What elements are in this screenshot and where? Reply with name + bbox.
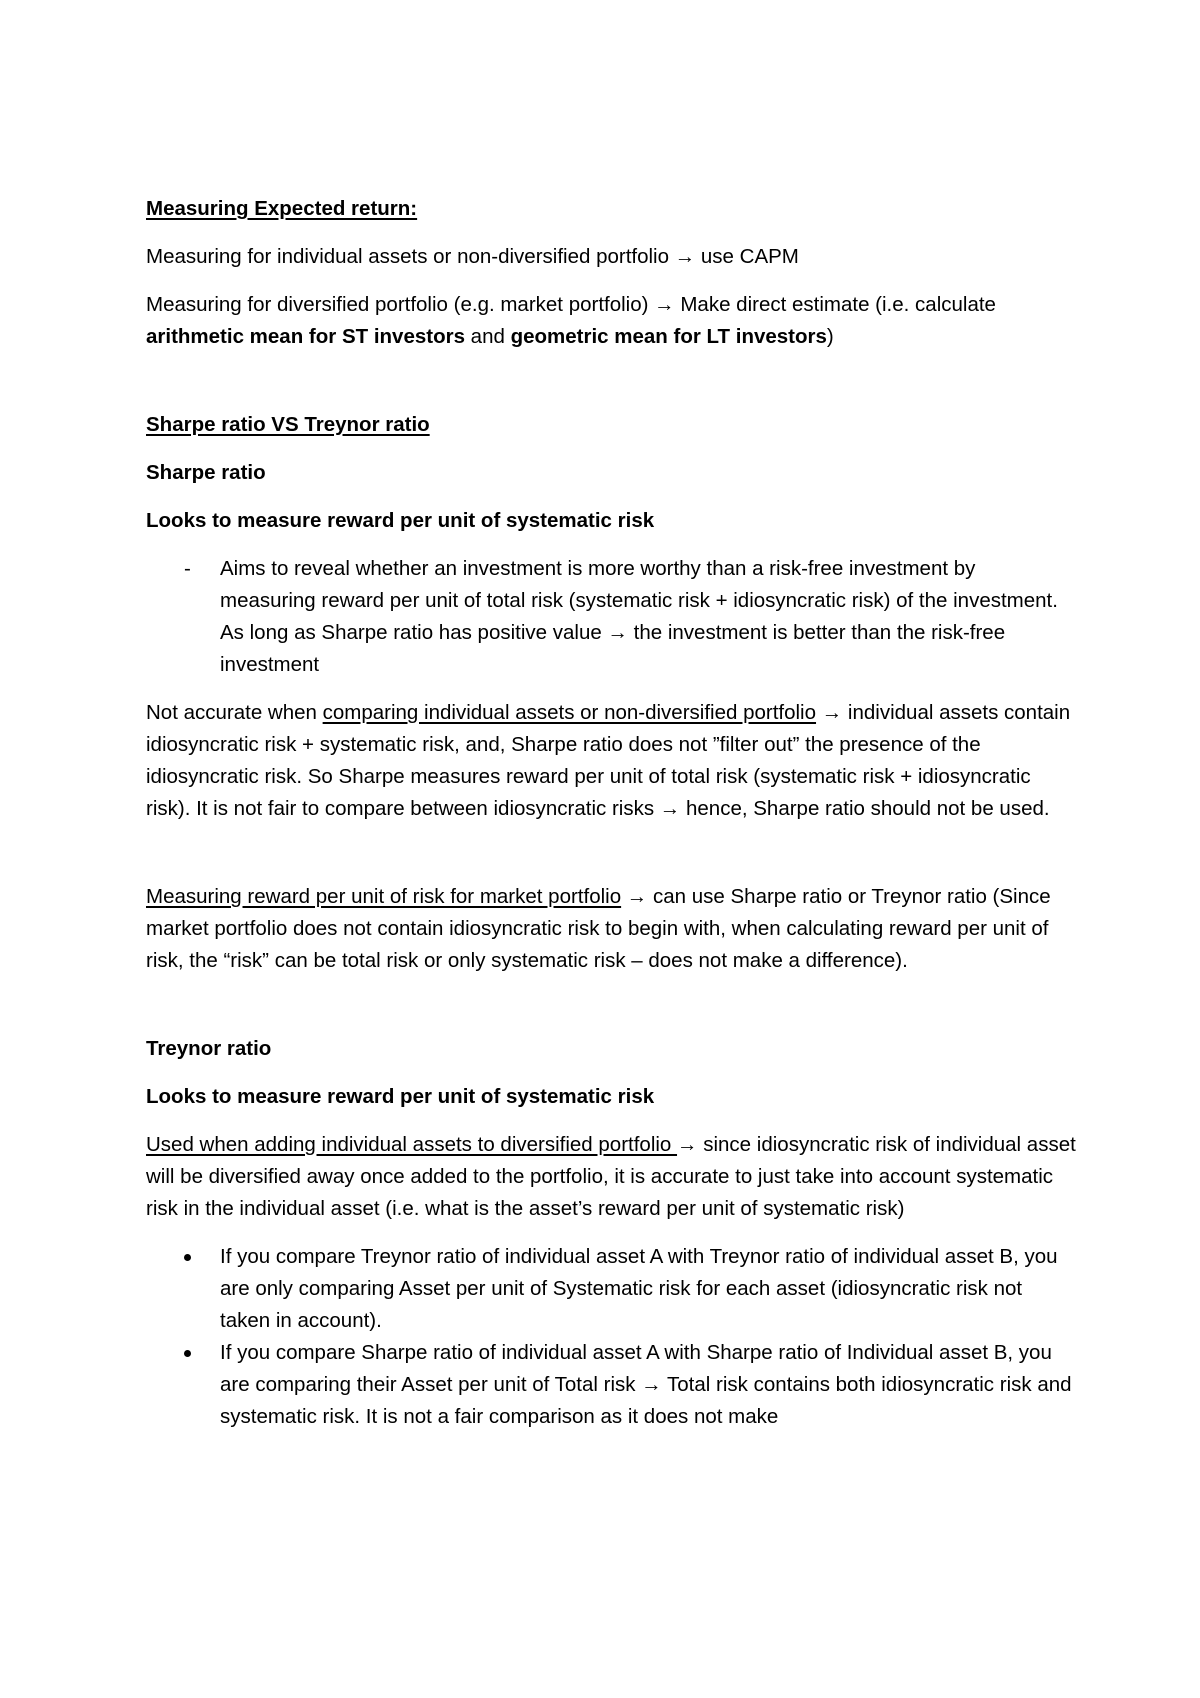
treynor-lead: Looks to measure reward per unit of systematic risk bbox=[146, 1085, 655, 1108]
subheading-sharpe-ratio: Sharpe ratio bbox=[146, 461, 266, 484]
paragraph-capm: Measuring for individual assets or non-diversified portfolio → use CAPM bbox=[146, 245, 799, 268]
section-heading-expected-return: Measuring Expected return: bbox=[146, 197, 418, 220]
bullet-icon bbox=[184, 1254, 191, 1261]
treynor-bullet-list bbox=[146, 1241, 1076, 1433]
list-item: If you compare Treynor ratio of individual asset A with Treynor ratio of individual asset B, you are only comparing Asset per unit of Systematic risk for each asset (idiosyncratic risk not taken in account). bbox=[146, 1241, 1076, 1337]
list-item: If you compare Sharpe ratio of individual asset A with Sharpe ratio of Individual asset B, you are comparing their Asset per unit of Total risk → Total risk contains both idiosyncratic risk and systematic risk. It is not a fair comparison as it does not make bbox=[146, 1337, 1076, 1433]
paragraph-direct-estimate: Measuring for diversified portfolio (e.g. market portfolio) → Make direct estimate (i.e. calculate arithmetic mean for ST investors and geometric mean for LT investors) bbox=[146, 293, 996, 348]
paragraph-treynor-usage: Used when adding individual assets to diversified portfolio → since idiosyncratic risk of individual asset will be diversified away once added to the portfolio, it is accurate to just take into account systematic risk in the individual asset (i.e. what is the asset’s reward per unit of systematic risk) bbox=[146, 1133, 1076, 1220]
document-body bbox=[146, 193, 1076, 1433]
dash-marker: - bbox=[184, 557, 191, 580]
sharpe-lead: Looks to measure reward per unit of systematic risk bbox=[146, 509, 655, 532]
section-heading-sharpe-vs-treynor: Sharpe ratio VS Treynor ratio bbox=[146, 413, 430, 436]
paragraph-sharpe-not-accurate: Not accurate when comparing individual assets or non-diversified portfolio → individual assets contain idiosyncratic risk + systematic risk, and, Sharpe ratio does not ”filter out” the presence of the idiosyncratic risk. So Sharpe measures reward per unit of total risk (systematic risk + idiosyncratic risk). It is not fair to compare between idiosyncratic risks → hence, Sharpe ratio should not be used. bbox=[146, 701, 1071, 820]
sharpe-dash-list bbox=[146, 553, 1076, 681]
subheading-treynor-ratio: Treynor ratio bbox=[146, 1037, 272, 1060]
list-item: - Aims to reveal whether an investment is more worthy than a risk-free investment by measuring reward per unit of total risk (systematic risk + idiosyncratic risk) of the investment. As long as Sharpe ratio has positive value → the investment is better than the risk-free investment bbox=[146, 553, 1076, 681]
paragraph-market-portfolio: Measuring reward per unit of risk for market portfolio → can use Sharpe ratio or Treynor ratio (Since market portfolio does not contain idiosyncratic risk to begin with, when calculating reward per unit of risk, the “risk” can be total risk or only systematic risk – does not make a difference). bbox=[146, 885, 1051, 972]
bullet-icon bbox=[184, 1350, 191, 1357]
